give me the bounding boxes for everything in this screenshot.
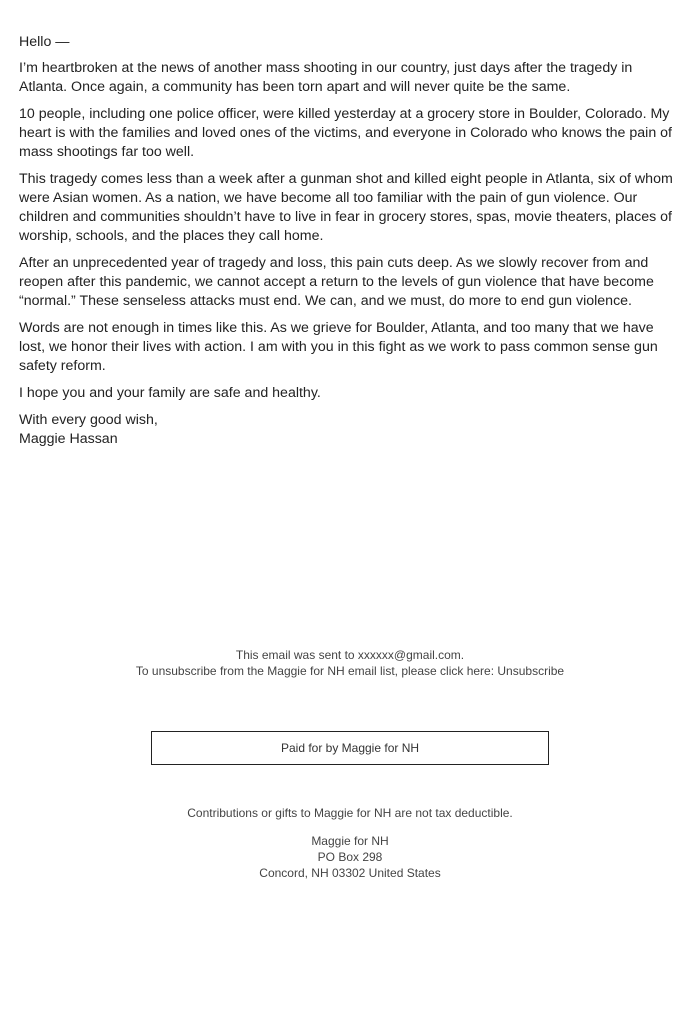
paragraph-3: This tragedy comes less than a week after a gunman shot and killed eight people in Atlanta, six of whom were Asian women. As a nation, we have become all too familiar with the pain of gun violence. Our children and communities shouldn’t have to live in fear in grocery stores, spas, movie theaters, places of worship, schools, and the places they call home. bbox=[19, 171, 673, 244]
tax-notice: Contributions or gifts to Maggie for NH are not tax deductible. bbox=[187, 806, 513, 820]
paragraph-6: I hope you and your family are safe and healthy. bbox=[19, 385, 321, 401]
email-footer-recipient bbox=[0, 647, 700, 679]
unsubscribe-link[interactable]: Unsubscribe bbox=[497, 664, 565, 678]
address-org: Maggie for NH bbox=[311, 834, 389, 848]
mailing-address bbox=[0, 833, 700, 881]
paragraph-2: 10 people, including one police officer, were killed yesterday at a grocery store in Boulder, Colorado. My heart is with the families and loved ones of the victims, and everyone in Colorado who knows the pain of mass shootings far too well. bbox=[19, 106, 672, 160]
email-body bbox=[19, 33, 683, 457]
paid-for-text: Paid for by Maggie for NH bbox=[280, 741, 420, 755]
signature: Maggie Hassan bbox=[19, 431, 118, 447]
paragraph-5: Words are not enough in times like this. As we grieve for Boulder, Atlanta, and too many that we have lost, we honor their lives with action. I am with you in this fight as we work to pass common sense gun safety reform. bbox=[19, 320, 658, 374]
address-city: Concord, NH 03302 United States bbox=[259, 866, 441, 880]
sent-to-notice: This email was sent to xxxxxx@gmail.com. bbox=[235, 648, 465, 662]
paid-for-disclaimer-box bbox=[151, 731, 549, 765]
paragraph-1: I’m heartbroken at the news of another mass shooting in our country, just days after the tragedy in Atlanta. Once again, a community has been torn apart and will never quite be the same. bbox=[19, 60, 633, 95]
greeting: Hello — bbox=[19, 34, 70, 50]
address-po-box: PO Box 298 bbox=[317, 850, 383, 864]
sign-off bbox=[19, 411, 683, 449]
unsubscribe-line bbox=[0, 663, 700, 679]
paragraph-4: After an unprecedented year of tragedy and loss, this pain cuts deep. As we slowly recover from and reopen after this pandemic, we cannot accept a return to the levels of gun violence that have become “normal.” These senseless attacks must end. We can, and we must, do more to end gun violence. bbox=[19, 255, 654, 309]
closing-line: With every good wish, bbox=[19, 412, 158, 428]
unsubscribe-text: To unsubscribe from the Maggie for NH email list, please click here: bbox=[135, 664, 495, 678]
